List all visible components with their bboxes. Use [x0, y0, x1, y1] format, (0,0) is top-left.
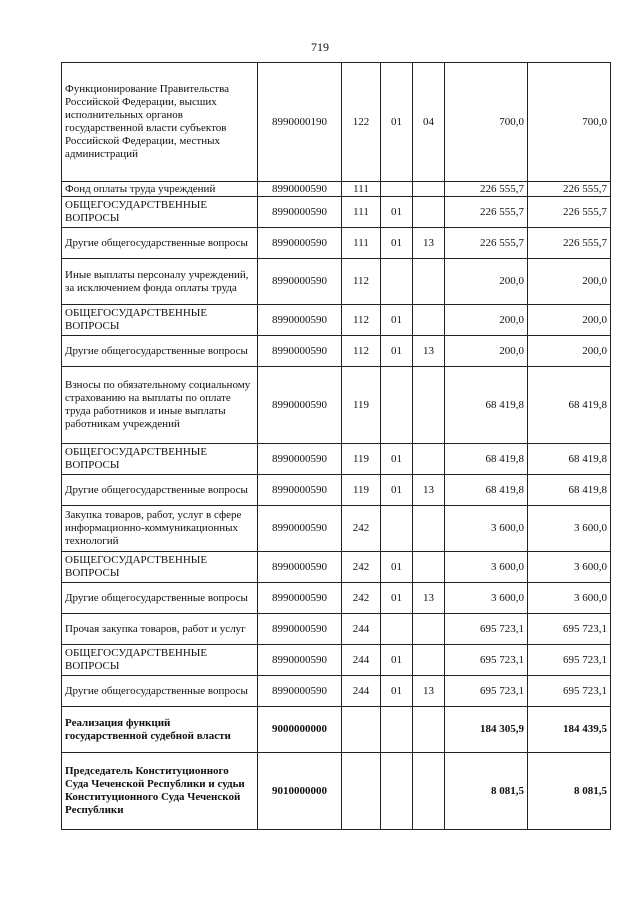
page-number: 719 — [311, 40, 329, 54]
amount-year-2: 68 419,8 — [528, 367, 611, 444]
expense-type: 242 — [342, 506, 381, 552]
expense-type: 112 — [342, 259, 381, 305]
target-code: 8990000590 — [258, 583, 342, 614]
amount-year-1: 695 723,1 — [445, 676, 528, 707]
subsection-code — [413, 645, 445, 676]
target-code: 8990000590 — [258, 197, 342, 228]
table-row — [62, 506, 611, 552]
section-code: 01 — [381, 676, 413, 707]
section-code — [381, 614, 413, 645]
row-name: Другие общегосударственные вопросы — [62, 228, 258, 259]
amount-year-2: 226 555,7 — [528, 228, 611, 259]
table-row — [62, 367, 611, 444]
target-code: 8990000590 — [258, 645, 342, 676]
section-code — [381, 367, 413, 444]
amount-year-2: 695 723,1 — [528, 676, 611, 707]
target-code: 8990000590 — [258, 506, 342, 552]
section-code: 01 — [381, 475, 413, 506]
amount-year-1: 8 081,5 — [445, 753, 528, 830]
section-code: 01 — [381, 63, 413, 182]
row-name: Фонд оплаты труда учреждений — [62, 182, 258, 197]
table-row — [62, 444, 611, 475]
amount-year-2: 3 600,0 — [528, 552, 611, 583]
target-code: 9010000000 — [258, 753, 342, 830]
row-name: Закупка товаров, работ, услуг в сфере информационно-коммуникационных технологий — [62, 506, 258, 552]
row-name: Председатель Конституционного Суда Чеченской Республики и судьи Конституционного Суда Чеченской Республики — [62, 753, 258, 830]
section-code: 01 — [381, 552, 413, 583]
amount-year-2: 226 555,7 — [528, 182, 611, 197]
row-name: ОБЩЕГОСУДАРСТВЕННЫЕ ВОПРОСЫ — [62, 444, 258, 475]
expense-type: 111 — [342, 228, 381, 259]
target-code: 8990000590 — [258, 182, 342, 197]
expense-type: 244 — [342, 614, 381, 645]
amount-year-2: 200,0 — [528, 305, 611, 336]
row-name: Реализация функций государственной судебной власти — [62, 707, 258, 753]
expense-type: 112 — [342, 336, 381, 367]
table-row — [62, 305, 611, 336]
row-name: ОБЩЕГОСУДАРСТВЕННЫЕ ВОПРОСЫ — [62, 645, 258, 676]
amount-year-2: 3 600,0 — [528, 506, 611, 552]
amount-year-1: 226 555,7 — [445, 228, 528, 259]
expense-type — [342, 707, 381, 753]
section-code: 01 — [381, 197, 413, 228]
expense-type: 112 — [342, 305, 381, 336]
section-code: 01 — [381, 336, 413, 367]
section-code: 01 — [381, 228, 413, 259]
table-row — [62, 182, 611, 197]
section-code — [381, 753, 413, 830]
amount-year-2: 695 723,1 — [528, 645, 611, 676]
table-row — [62, 707, 611, 753]
budget-table — [61, 62, 611, 830]
amount-year-1: 226 555,7 — [445, 182, 528, 197]
section-code: 01 — [381, 444, 413, 475]
subsection-code: 13 — [413, 228, 445, 259]
budget-table-body — [62, 63, 611, 830]
table-row — [62, 676, 611, 707]
row-name: ОБЩЕГОСУДАРСТВЕННЫЕ ВОПРОСЫ — [62, 552, 258, 583]
table-row — [62, 614, 611, 645]
section-code — [381, 707, 413, 753]
subsection-code — [413, 305, 445, 336]
subsection-code: 13 — [413, 475, 445, 506]
table-row — [62, 259, 611, 305]
amount-year-1: 200,0 — [445, 259, 528, 305]
subsection-code: 13 — [413, 583, 445, 614]
row-name: Другие общегосударственные вопросы — [62, 676, 258, 707]
amount-year-1: 68 419,8 — [445, 475, 528, 506]
amount-year-2: 3 600,0 — [528, 583, 611, 614]
row-name: Иные выплаты персоналу учреждений, за исключением фонда оплаты труда — [62, 259, 258, 305]
table-row — [62, 475, 611, 506]
expense-type: 119 — [342, 367, 381, 444]
table-row — [62, 645, 611, 676]
expense-type: 242 — [342, 552, 381, 583]
section-code — [381, 506, 413, 552]
expense-type: 119 — [342, 444, 381, 475]
amount-year-1: 226 555,7 — [445, 197, 528, 228]
section-code — [381, 182, 413, 197]
amount-year-2: 8 081,5 — [528, 753, 611, 830]
amount-year-1: 695 723,1 — [445, 614, 528, 645]
section-code: 01 — [381, 583, 413, 614]
amount-year-2: 68 419,8 — [528, 444, 611, 475]
target-code: 9000000000 — [258, 707, 342, 753]
amount-year-1: 3 600,0 — [445, 552, 528, 583]
expense-type: 122 — [342, 63, 381, 182]
row-name: Функционирование Правительства Российской Федерации, высших исполнительных органов государственной власти субъектов Российской Федерации, местных администраций — [62, 63, 258, 182]
target-code: 8990000590 — [258, 336, 342, 367]
amount-year-2: 68 419,8 — [528, 475, 611, 506]
subsection-code: 13 — [413, 336, 445, 367]
amount-year-1: 68 419,8 — [445, 444, 528, 475]
amount-year-2: 695 723,1 — [528, 614, 611, 645]
table-row — [62, 197, 611, 228]
subsection-code — [413, 182, 445, 197]
amount-year-1: 184 305,9 — [445, 707, 528, 753]
row-name: Другие общегосударственные вопросы — [62, 336, 258, 367]
section-code: 01 — [381, 645, 413, 676]
target-code: 8990000590 — [258, 259, 342, 305]
amount-year-2: 200,0 — [528, 259, 611, 305]
amount-year-1: 3 600,0 — [445, 583, 528, 614]
subsection-code — [413, 259, 445, 305]
target-code: 8990000590 — [258, 614, 342, 645]
section-code — [381, 259, 413, 305]
table-row — [62, 583, 611, 614]
subsection-code — [413, 197, 445, 228]
subsection-code — [413, 506, 445, 552]
row-name: ОБЩЕГОСУДАРСТВЕННЫЕ ВОПРОСЫ — [62, 197, 258, 228]
amount-year-1: 200,0 — [445, 336, 528, 367]
target-code: 8990000190 — [258, 63, 342, 182]
row-name: Прочая закупка товаров, работ и услуг — [62, 614, 258, 645]
amount-year-1: 68 419,8 — [445, 367, 528, 444]
subsection-code — [413, 707, 445, 753]
target-code: 8990000590 — [258, 552, 342, 583]
table-row — [62, 552, 611, 583]
subsection-code: 04 — [413, 63, 445, 182]
amount-year-1: 695 723,1 — [445, 645, 528, 676]
expense-type: 244 — [342, 645, 381, 676]
target-code: 8990000590 — [258, 676, 342, 707]
amount-year-1: 200,0 — [445, 305, 528, 336]
subsection-code — [413, 367, 445, 444]
amount-year-1: 3 600,0 — [445, 506, 528, 552]
section-code: 01 — [381, 305, 413, 336]
target-code: 8990000590 — [258, 305, 342, 336]
amount-year-2: 226 555,7 — [528, 197, 611, 228]
expense-type: 244 — [342, 676, 381, 707]
expense-type — [342, 753, 381, 830]
table-row — [62, 336, 611, 367]
amount-year-1: 700,0 — [445, 63, 528, 182]
subsection-code — [413, 614, 445, 645]
expense-type: 111 — [342, 197, 381, 228]
expense-type: 111 — [342, 182, 381, 197]
target-code: 8990000590 — [258, 475, 342, 506]
target-code: 8990000590 — [258, 367, 342, 444]
amount-year-2: 184 439,5 — [528, 707, 611, 753]
amount-year-2: 200,0 — [528, 336, 611, 367]
subsection-code — [413, 444, 445, 475]
subsection-code — [413, 753, 445, 830]
table-row — [62, 63, 611, 182]
subsection-code: 13 — [413, 676, 445, 707]
expense-type: 242 — [342, 583, 381, 614]
row-name: Другие общегосударственные вопросы — [62, 583, 258, 614]
row-name: ОБЩЕГОСУДАРСТВЕННЫЕ ВОПРОСЫ — [62, 305, 258, 336]
target-code: 8990000590 — [258, 228, 342, 259]
expense-type: 119 — [342, 475, 381, 506]
row-name: Другие общегосударственные вопросы — [62, 475, 258, 506]
amount-year-2: 700,0 — [528, 63, 611, 182]
row-name: Взносы по обязательному социальному страхованию на выплаты по оплате труда работников и иные выплаты работникам учреждений — [62, 367, 258, 444]
table-row — [62, 753, 611, 830]
table-row — [62, 228, 611, 259]
subsection-code — [413, 552, 445, 583]
target-code: 8990000590 — [258, 444, 342, 475]
